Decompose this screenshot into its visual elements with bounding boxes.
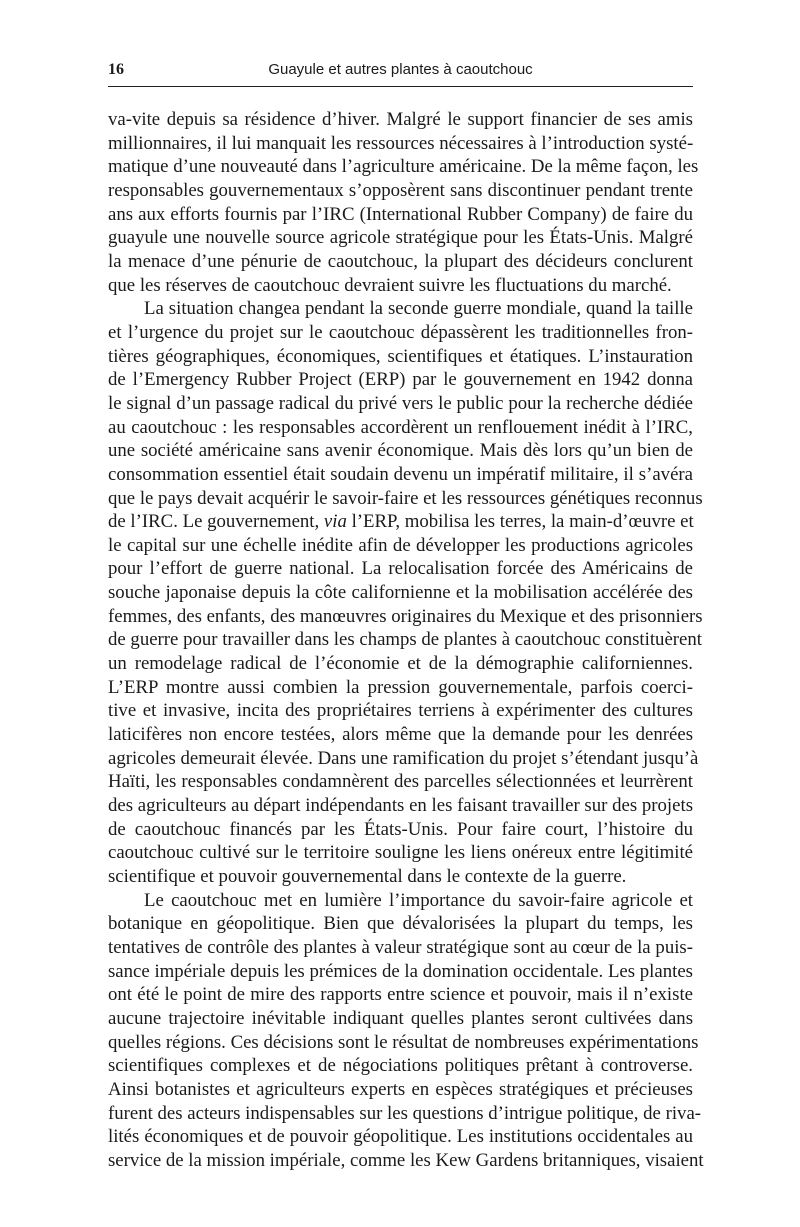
paragraph xyxy=(108,108,699,297)
text-line: Haïti, les responsables condamnèrent des parcelles sélectionnées et leurrèrent xyxy=(108,771,693,793)
text-line: laticifères non encore testées, alors même que la demande pour les denrées xyxy=(108,724,693,746)
text-line: le capital sur une échelle inédite afin de développer les productions agricoles xyxy=(108,534,693,556)
text-line: botanique en géopolitique. Bien que dévalorisées la plupart du temps, les xyxy=(108,913,693,935)
paragraph xyxy=(108,297,703,888)
text-line: La situation changea pendant la seconde guerre mondiale, quand la taille xyxy=(144,298,693,320)
text-line: au caoutchouc : les responsables accordèrent un renflouement inédit à l’IRC, xyxy=(108,416,693,438)
text-line: souche japonaise depuis la côte californienne et la mobilisation accélérée des xyxy=(108,582,693,604)
text-line: tive et invasive, incita des propriétaires terriens à expérimenter des cultures xyxy=(108,700,693,722)
text-line: millionnaires, il lui manquait les ressources nécessaires à l’introduction systé- xyxy=(108,132,694,154)
text-line: de guerre pour travailler dans les champs de plantes à caoutchouc constituèrent xyxy=(108,629,702,651)
running-title: Guayule et autres plantes à caoutchouc xyxy=(268,61,533,78)
text-line: une société américaine sans avenir économique. Mais dès lors qu’un bien de xyxy=(108,440,693,462)
text-line: le signal d’un passage radical du privé vers le public pour la recherche dédiée xyxy=(108,392,693,414)
italic-text: via xyxy=(323,511,347,533)
text-line: que le pays devait acquérir le savoir-faire et les ressources génétiques reconnus xyxy=(108,487,703,509)
text-line: la menace d’une pénurie de caoutchouc, la plupart des décideurs conclurent xyxy=(108,250,693,272)
text-line: responsables gouvernementaux s’opposèrent sans discontinuer pendant trente xyxy=(108,179,693,201)
text-line: ans aux efforts fournis par l’IRC (International Rubber Company) de faire du xyxy=(108,203,693,225)
running-header xyxy=(108,60,693,87)
text-line: pour l’effort de guerre national. La relocalisation forcée des Américains de xyxy=(108,558,693,580)
page-number: 16 xyxy=(108,61,124,78)
body-text xyxy=(108,108,704,1173)
text-line: matique d’une nouveauté dans l’agriculture américaine. De la même façon, les xyxy=(108,156,699,178)
text-line: agricoles demeurait élevée. Dans une ramification du projet s’étendant jusqu’à xyxy=(108,747,699,769)
text-line: de l’Emergency Rubber Project (ERP) par le gouvernement en 1942 donna xyxy=(108,369,693,391)
text-line: des agriculteurs au départ indépendants en les faisant travailler sur des projets xyxy=(108,795,693,817)
text-line: que les réserves de caoutchouc devraient suivre les fluctuations du marché. xyxy=(108,274,672,296)
text-segment: l’ERP, mobilisa les terres, la main-d’œuvre et xyxy=(346,511,694,533)
text-line xyxy=(108,510,693,534)
text-line: scientifiques complexes et de négociations politiques prêtant à controverse. xyxy=(108,1055,693,1077)
text-line: sance impériale depuis les prémices de la domination occidentale. Les plantes xyxy=(108,960,693,982)
text-line: Ainsi botanistes et agriculteurs experts en espèces stratégiques et précieuses xyxy=(108,1078,693,1100)
text-line: service de la mission impériale, comme les Kew Gardens britanniques, visaient xyxy=(108,1149,704,1171)
text-line: L’ERP montre aussi combien la pression gouvernementale, parfois coerci- xyxy=(108,676,693,698)
text-line: tentatives de contrôle des plantes à valeur stratégique sont au cœur de la puis- xyxy=(108,936,693,958)
text-line: guayule une nouvelle source agricole stratégique pour les États-Unis. Malgré xyxy=(108,227,693,249)
text-line: furent des acteurs indispensables sur les questions d’intrigue politique, de riva- xyxy=(108,1102,702,1124)
text-line: quelles régions. Ces décisions sont le résultat de nombreuses expérimentations xyxy=(108,1031,699,1053)
text-line: aucune trajectoire inévitable indiquant quelles plantes seront cultivées dans xyxy=(108,1007,693,1029)
text-line: ont été le point de mire des rapports entre science et pouvoir, mais il n’existe xyxy=(108,984,693,1006)
text-line: et l’urgence du projet sur le caoutchouc dépassèrent les traditionnelles fron- xyxy=(108,321,693,343)
text-line: lités économiques et de pouvoir géopolitique. Les institutions occidentales au xyxy=(108,1126,693,1148)
text-line: de caoutchouc financés par les États-Unis. Pour faire court, l’histoire du xyxy=(108,818,693,840)
text-line: femmes, des enfants, des manœuvres originaires du Mexique et des prisonniers xyxy=(108,605,703,627)
text-line: va-vite depuis sa résidence d’hiver. Malgré le support financier de ses amis xyxy=(108,109,693,130)
text-line: consommation essentiel était soudain devenu un impératif militaire, il s’avéra xyxy=(108,463,693,485)
paragraph xyxy=(108,889,704,1173)
text-line: tières géographiques, économiques, scientifiques et étatiques. L’instauration xyxy=(108,345,693,367)
text-line: un remodelage radical de l’économie et de la démographie californiennes. xyxy=(108,653,693,675)
text-segment: de l’IRC. Le gouvernement, xyxy=(108,511,324,533)
text-line: scientifique et pouvoir gouvernemental dans le contexte de la guerre. xyxy=(108,866,627,887)
text-line: Le caoutchouc met en lumière l’importance du savoir-faire agricole et xyxy=(144,889,693,911)
text-line: caoutchouc cultivé sur le territoire souligne les liens onéreux entre légitimité xyxy=(108,842,693,864)
